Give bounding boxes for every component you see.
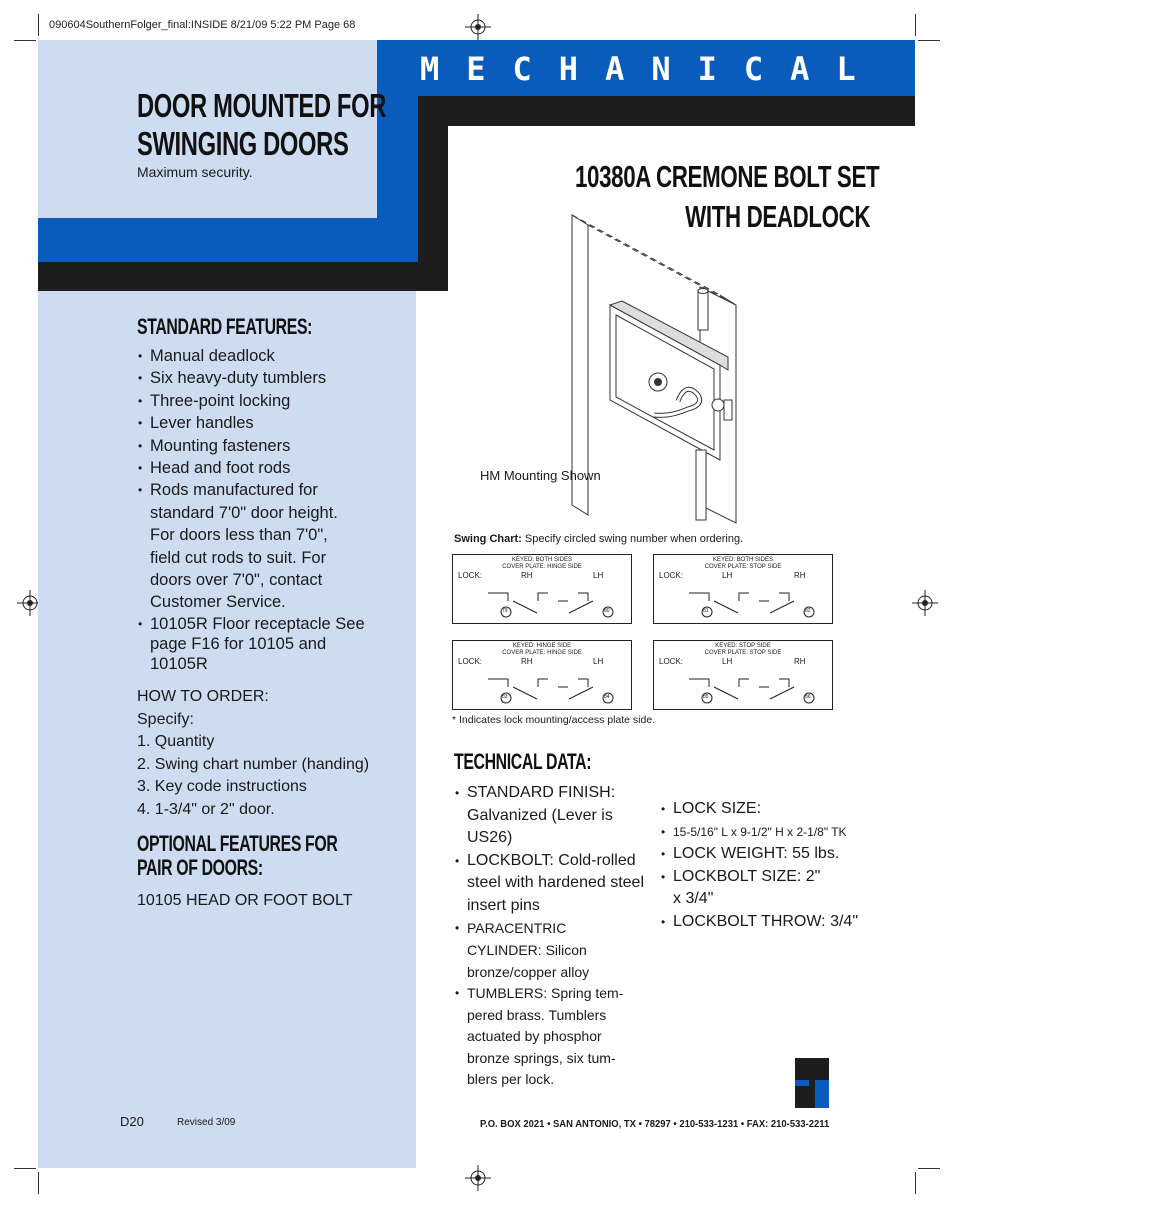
tech-item: • LOCKBOLT THROW: 3/4" — [660, 911, 900, 934]
blue-band — [38, 218, 418, 262]
technical-data-right — [660, 798, 900, 933]
tech-item: • LOCKBOLT: Cold-rolled steel with hardened steel insert pins — [454, 850, 644, 918]
crop-mark — [915, 1172, 916, 1194]
black-bar — [38, 262, 448, 291]
swing-chart-box: KEYED: STOP SIDE COVER PLATE: STOP SIDE LOCK: LH RH 85 86 — [653, 640, 833, 710]
feature-item: • Mounting fasteners — [137, 435, 397, 457]
crop-mark — [14, 40, 36, 41]
feature-item: • Lever handles — [137, 412, 397, 434]
feature-item: • Head and foot rods — [137, 457, 397, 479]
swing-chart-box: KEYED: BOTH SIDES COVER PLATE: HINGE SIDE LOCK: RH LH 79 80 — [452, 554, 632, 624]
company-logo-icon — [795, 1058, 829, 1108]
crop-mark — [918, 40, 940, 41]
banner-title: MECHANICAL LOCKS — [420, 50, 1160, 88]
product-title: 10380A CREMONE BOLT SET WITH DEADLOCK — [575, 159, 880, 234]
feature-item: • Three-point locking — [137, 390, 397, 412]
optional-features-heading: OPTIONAL FEATURES FOR PAIR OF DOORS: — [137, 831, 338, 880]
print-slug: 090604SouthernFolger_final:INSIDE 8/21/09 5:22 PM Page 68 — [49, 19, 356, 31]
crop-mark — [38, 14, 39, 36]
swing-chart-box: KEYED: HINGE SIDE COVER PLATE: HINGE SIDE LOCK: RH LH 83 84 — [452, 640, 632, 710]
standard-features-list — [137, 345, 397, 674]
contact-address: P.O. BOX 2021 • SAN ANTONIO, TX • 78297 • 210-533-1231 • FAX: 210-533-2211 — [480, 1118, 830, 1130]
black-left-bar — [418, 96, 448, 291]
category-subtitle: Maximum security. — [137, 164, 253, 180]
tech-item: • LOCK WEIGHT: 55 lbs. — [660, 843, 900, 866]
technical-data-heading: TECHNICAL DATA: — [454, 749, 592, 774]
registration-mark-icon — [465, 1165, 491, 1191]
registration-mark-icon — [912, 590, 938, 616]
technical-data-left — [454, 782, 644, 1091]
category-title: DOOR MOUNTED FOR SWINGING DOORS — [137, 87, 386, 162]
feature-item: • Rods manufactured for standard 7'0" door height. For doors less than 7'0", field cut rods to suit. For doors over 7'0", contact Customer Service. — [137, 479, 355, 613]
crop-mark — [915, 14, 916, 36]
feature-item: • Six heavy-duty tumblers — [137, 367, 397, 389]
tech-item: • PARACENTRIC CYLINDER: Silicon bronze/copper alloy — [454, 917, 644, 983]
standard-features-heading: STANDARD FEATURES: — [137, 314, 313, 339]
swing-chart-caption: Swing Chart: Specify circled swing number when ordering. — [454, 533, 744, 545]
page-number: D20 — [120, 1114, 144, 1129]
image-caption: HM Mounting Shown — [480, 468, 601, 483]
swing-chart-note: * Indicates lock mounting/access plate side. — [452, 714, 656, 726]
revision-date: Revised 3/09 — [177, 1117, 236, 1128]
optional-feature-item: 10105 HEAD OR FOOT BOLT — [137, 892, 353, 909]
tech-item: • TUMBLERS: Spring tem-pered brass. Tumblers actuated by phosphor bronze springs, six tum-blers per lock. — [454, 983, 644, 1091]
registration-mark-icon — [465, 14, 491, 40]
crop-mark — [918, 1168, 940, 1169]
swing-chart-box: KEYED: BOTH SIDES COVER PLATE: STOP SIDE LOCK: LH RH 81 82 — [653, 554, 833, 624]
crop-mark — [38, 1172, 39, 1194]
crop-mark — [14, 1168, 36, 1169]
tech-item: • 15-5/16" L x 9-1/2" H x 2-1/8" TK — [660, 821, 900, 844]
how-to-order: HOW TO ORDER: Specify: 1. Quantity 2. Swing chart number (handing) 3. Key code instructions 4. 1-3/4" or 2" door. — [137, 688, 370, 818]
feature-item: • Manual deadlock — [137, 345, 397, 367]
feature-item: • 10105R Floor receptacle See page F16 for 10105 and 10105R — [137, 614, 385, 674]
tech-item: • STANDARD FINISH: Galvanized (Lever is US26) — [454, 782, 644, 850]
black-top-bar — [418, 96, 915, 126]
tech-item: • LOCK SIZE: — [660, 798, 900, 821]
tech-item: • LOCKBOLT SIZE: 2" x 3/4" — [660, 866, 823, 911]
